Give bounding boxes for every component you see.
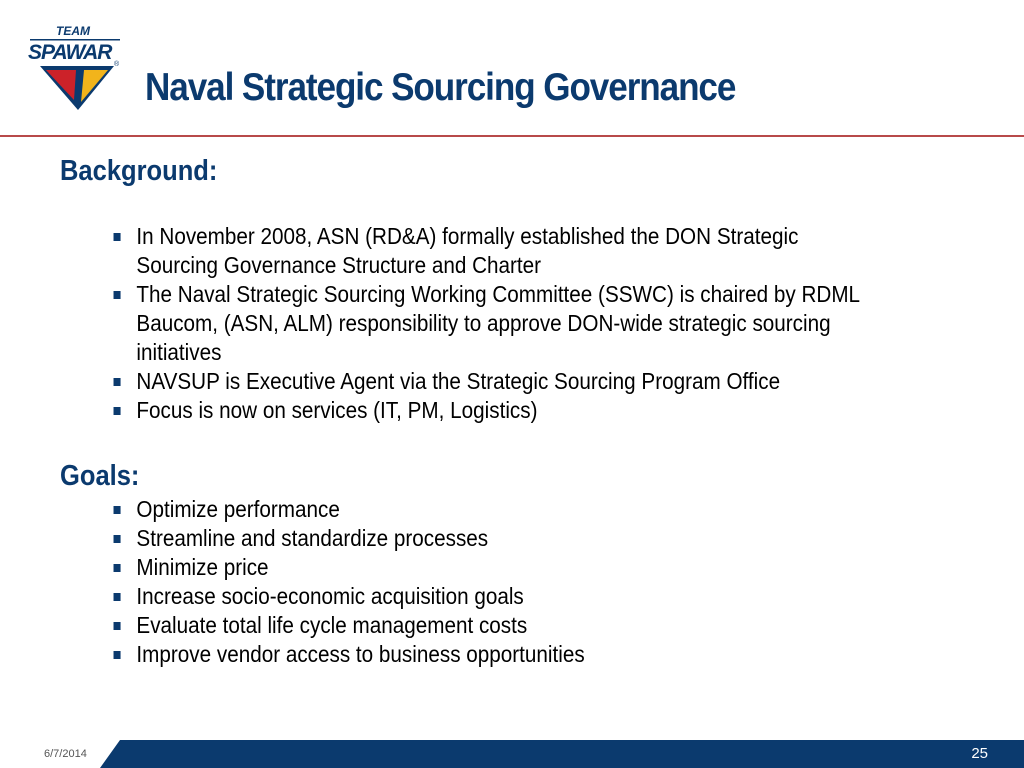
- list-item: Streamline and standardize processes: [110, 524, 920, 553]
- bullet-square-icon: [114, 535, 121, 543]
- list-item: Focus is now on services (IT, PM, Logistics): [110, 396, 920, 425]
- spawar-logo: [26, 22, 122, 112]
- logo-registered-mark: ®: [114, 61, 120, 68]
- logo-triangle-red: [46, 70, 76, 100]
- bullet-square-icon: [114, 291, 121, 299]
- logo-triangle-gold: [81, 70, 108, 102]
- bullet-square-icon: [114, 593, 121, 601]
- background-heading: Background:: [60, 155, 218, 187]
- footer-band: [0, 740, 1024, 768]
- background-list: [110, 222, 920, 425]
- slide-title: Naval Strategic Sourcing Governance: [145, 66, 736, 109]
- list-item: The Naval Strategic Sourcing Working Committee (SSWC) is chaired by RDML Baucom, (ASN, ALM) responsibility to approve DON-wide strategic sourcing initiatives: [110, 280, 920, 367]
- list-item: Minimize price: [110, 553, 920, 582]
- bullet-square-icon: [114, 622, 121, 630]
- bullet-square-icon: [114, 407, 121, 415]
- bullet-square-icon: [114, 378, 121, 386]
- footer-date: 6/7/2014: [44, 748, 87, 760]
- logo-brand-text: SPAWAR: [28, 41, 112, 64]
- goals-heading: Goals:: [60, 460, 140, 492]
- bullet-square-icon: [114, 564, 121, 572]
- page-number: 25: [971, 745, 988, 762]
- bullet-square-icon: [114, 506, 121, 514]
- list-item: NAVSUP is Executive Agent via the Strategic Sourcing Program Office: [110, 367, 920, 396]
- list-item: Increase socio-economic acquisition goals: [110, 582, 920, 611]
- bullet-square-icon: [114, 233, 121, 241]
- list-item: In November 2008, ASN (RD&A) formally established the DON Strategic Sourcing Governance Structure and Charter: [110, 222, 920, 280]
- list-item: Optimize performance: [110, 495, 920, 524]
- bullet-square-icon: [114, 651, 121, 659]
- logo-team-text: TEAM: [56, 24, 90, 38]
- list-item: Evaluate total life cycle management costs: [110, 611, 920, 640]
- goals-list: [110, 495, 920, 669]
- title-divider: [0, 135, 1024, 137]
- list-item: Improve vendor access to business opportunities: [110, 640, 920, 669]
